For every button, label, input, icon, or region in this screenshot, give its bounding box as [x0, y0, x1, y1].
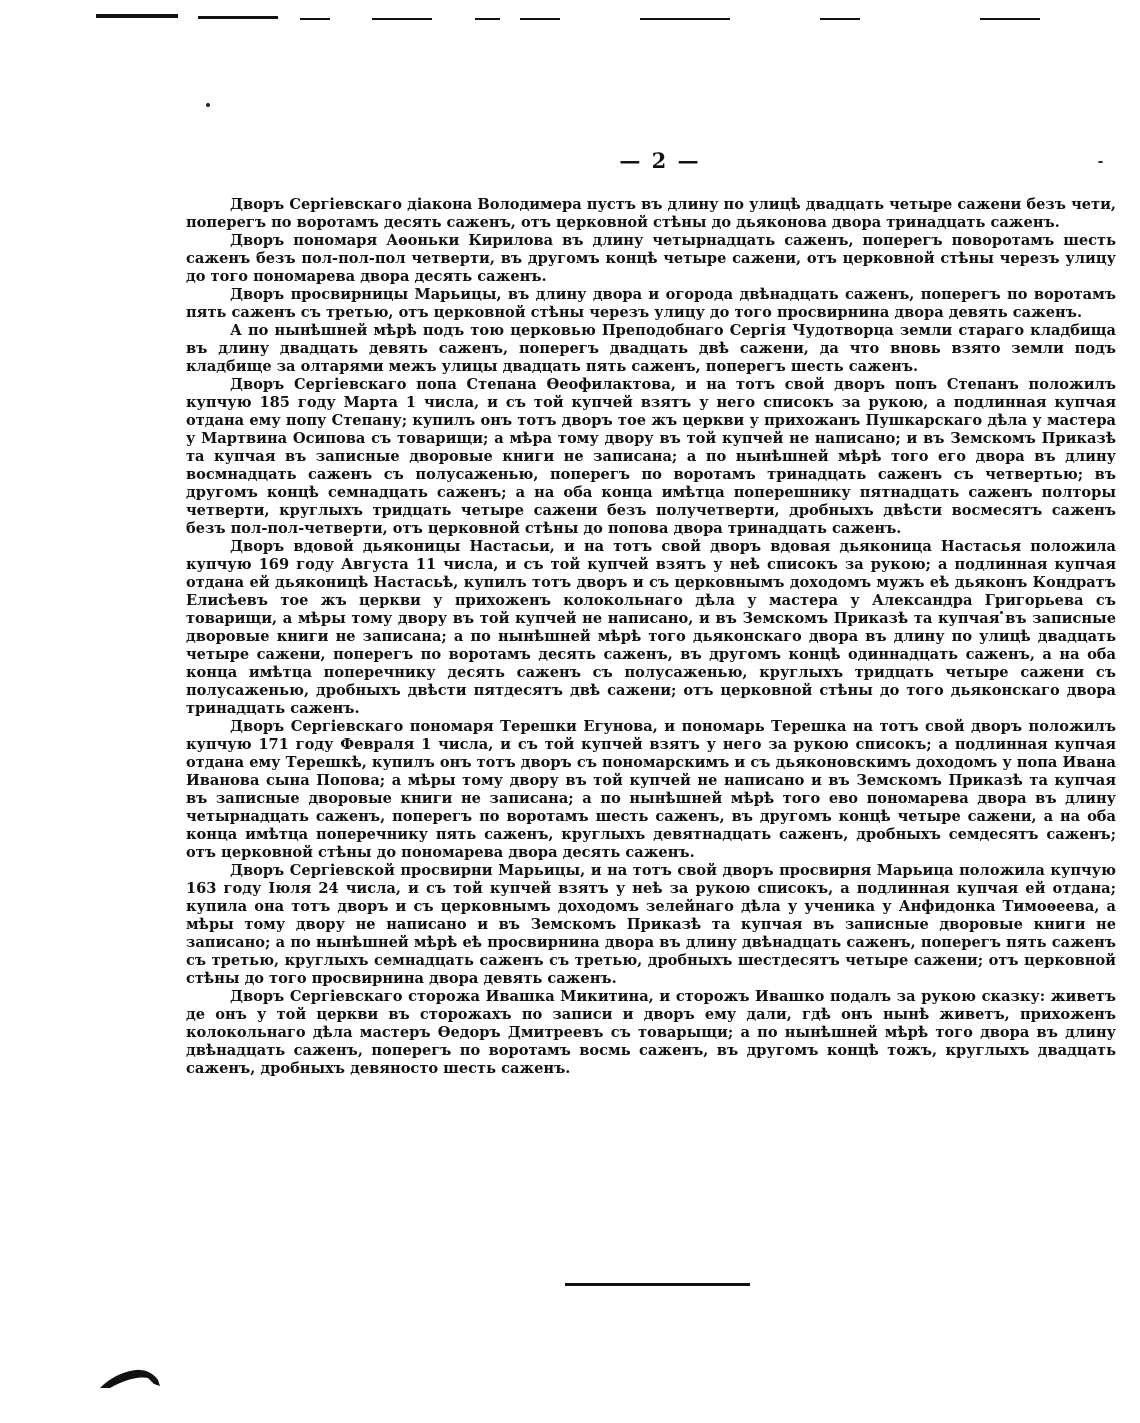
- scan-speck: [1098, 161, 1103, 163]
- paragraph-prosvirnya-marytsa-yard: Дворъ Сергіевской просвирни Марьицы, и на тотъ свой дворъ просвирня Марьица положила купчую 163 году Іюля 24 числа, и съ той купчей взятъ у неѣ за рукою списокъ, а подлинная купчая ей отдана; купила она тотъ дворъ и съ церковнымъ доходомъ зелейнаго дѣла у ученика у Анфидонка Тимоѳеева, а мѣры тому двору не написано и въ Земскомъ Приказѣ та купчая въ записные дворовые книги не записано; а по нынѣшней мѣрѣ еѣ просвирнина двора въ длину двѣнадцать саженъ, поперегъ пять саженъ съ третью, круглыхъ семнадцать саженъ съ третью, дробныхъ шестдесятъ четыре сажени; отъ церковной стѣны до того просвирнина двора девять саженъ.: [186, 862, 1116, 987]
- paragraph-watchman-ivashko-yard: Дворъ Сергіевскаго сторожа Ивашка Микитина, и сторожъ Ивашко подалъ за рукою сказку: живетъ де онъ у той церкви въ сторожахъ по записи и дворъ ему дали, гдѣ онъ нынѣ живетъ, прихоженъ колокольнаго дѣла мастеръ Ѳедоръ Дмитреевъ съ товарыщи; а по нынѣшней мѣрѣ того двора въ длину двѣнадцать саженъ, поперегъ по воротамъ восмь саженъ, въ другомъ концѣ тожъ, круглыхъ двадцать саженъ, дробныхъ девяносто шесть саженъ.: [186, 988, 1116, 1077]
- body-text: [186, 196, 1116, 1078]
- scan-top-edge-rule: [640, 18, 730, 20]
- page-number: — 2 —: [619, 148, 701, 173]
- paragraph-priest-stepan-yard: Дворъ Сергіевскаго попа Степана Ѳеофилактова, и на тотъ свой дворъ попъ Степанъ положилъ купчую 185 году Марта 1 числа, и съ той купчей взятъ у него списокъ за рукою, а подлинная купчая отдана ему попу Степану; купилъ онъ тотъ дворъ тое жъ церкви у прихожанъ Пушкарскаго дѣла у мастера у Мартвина Осипова съ товарищи; а мѣра тому двору въ той купчей не написано; и въ Земскомъ Приказѣ та купчая въ записные дворовые книги не записана; а по нынѣшней мѣрѣ того его двора въ длину восмнадцать саженъ съ полусаженью, поперегъ по воротамъ тринадцать саженъ съ четвертью; въ другомъ концѣ семнадцать саженъ; а на оба конца имѣтца поперешнику пятнадцать саженъ полторы четверти, круглыхъ тридцать четыре сажени безъ получетверти, дробныхъ двѣсти восмесятъ саженъ безъ пол-пол-четверти, отъ церковной стѣны до попова двора тринадцать саженъ.: [186, 376, 1116, 537]
- scan-top-edge-rule: [300, 18, 330, 20]
- paragraph-deacon-yard: Дворъ Сергіевскаго діакона Володимера пустъ въ длину по улицѣ двадцать четыре сажени безъ чети, поперегъ по воротамъ десять саженъ, отъ церковной стѣны до дьяконова двора тринадцать саженъ.: [186, 196, 1116, 231]
- ink-blot: [98, 1366, 162, 1390]
- paragraph-cemetery-land: А по нынѣшней мѣрѣ подъ тою церковью Преподобнаго Сергія Чудотворца земли стараго кладбища въ длину двадцать девять саженъ, поперегъ двадцать двѣ сажени, да что вновь взято земли подъ кладбище за олтарями межъ улицы двадцать пять саженъ, поперегъ шесть саженъ.: [186, 322, 1116, 375]
- end-rule: [565, 1283, 750, 1286]
- paragraph-sexton-afonka-yard: Дворъ пономаря Аѳоньки Кирилова въ длину четырнадцать саженъ, поперегъ поворотамъ шесть саженъ безъ пол-пол-пол четверти, въ другомъ концѣ четыре сажени, отъ церковной стѣны черезъ улицу до того пономарева двора десять саженъ.: [186, 232, 1116, 285]
- paragraph-widow-nastasya-yard: Дворъ вдовой дьяконицы Настасьи, и на тотъ свой дворъ вдовая дьяконица Настасья положила купчую 169 году Августа 11 числа, и съ той купчей взятъ у неѣ списокъ за рукою; а подлинная купчая отдана ей дьяконицѣ Настасьѣ, купилъ тотъ дворъ и съ церковнымъ доходомъ мужъ еѣ дьяконъ Кондратъ Елисѣевъ тое жъ церкви у прихоженъ колокольнаго дѣла у мастера у Александра Григорьева съ товарищи, а мѣры тому двору въ той купчей не написано, и въ Земскомъ Приказѣ та купчая въ записные дворовые книги не записана; а по нынѣшней мѣрѣ того дьяконскаго двора въ длину по улицѣ двадцать четыре сажени, поперегъ по воротамъ десять саженъ, въ другомъ концѣ одиннадцать саженъ, а на оба конца имѣтца поперечнику десять саженъ съ полусаженью, круглыхъ тридцать четыре сажени съ полусаженью, дробныхъ двѣсти пятдесятъ двѣ сажени; отъ церковной стѣны до того дьяконскаго двора тринадцать саженъ.: [186, 538, 1116, 717]
- scan-top-edge-rule: [475, 18, 500, 20]
- scan-top-edge-rule: [96, 14, 178, 18]
- scan-top-edge-rule: [520, 18, 560, 20]
- scan-top-edge-rule: [820, 18, 860, 20]
- scan-speck: [206, 103, 210, 107]
- scan-top-edge-rule: [980, 18, 1040, 20]
- scan-top-edge-rule: [372, 18, 432, 20]
- scan-top-edge-rule: [198, 16, 278, 19]
- paragraph-sexton-tereshka-yard: Дворъ Сергіевскаго пономаря Терешки Егунова, и пономарь Терешка на тотъ свой дворъ положилъ купчую 171 году Февраля 1 числа, и съ той купчей взятъ у него за рукою списокъ; а подлинная купчая отдана ему Терешкѣ, купилъ онъ тотъ дворъ съ пономарскимъ и съ дьяконовскимъ доходомъ у попа Ивана Иванова сына Попова; а мѣры тому двору въ той купчей не написано и въ Земскомъ Приказѣ та купчая въ записные дворовые книги не записана; а по нынѣшней мѣрѣ того ево пономарева двора въ длину четырнадцать саженъ, поперегъ по воротамъ шесть саженъ, въ другомъ концѣ четыре сажени, а на оба конца имѣтца поперечнику пять саженъ, круглыхъ девятнадцать саженъ, дробныхъ семдесятъ саженъ; отъ церковной стѣны до пономарева двора десять саженъ.: [186, 718, 1116, 861]
- paragraph-prosvirnitsa-yard: Дворъ просвирницы Марьицы, въ длину двора и огорода двѣнадцать саженъ, поперегъ по воротамъ пять саженъ съ третью, отъ церковной стѣны черезъ улицу до того просвирнина двора девять саженъ.: [186, 286, 1116, 321]
